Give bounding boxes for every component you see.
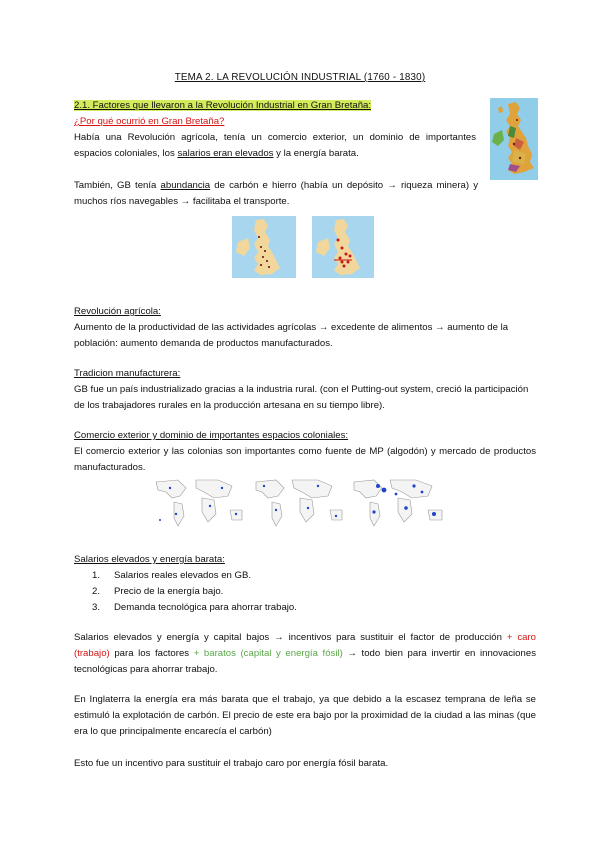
list-number: 3. <box>92 602 101 613</box>
paragraph-energia: En Inglaterra la energía era más barata que el trabajo, ya que debido a la escasez temprana de leña se estimuló la explotación de carbón. El precio de este era bajo por la proximidad de la ciudad a las minas (que era lo que principalmente encarecía el carbón) <box>74 694 536 737</box>
salarios-list <box>92 568 297 616</box>
paragraph-text: También, GB tenía <box>74 180 161 191</box>
uk-political-map-image <box>490 98 538 180</box>
paragraph-text: Había una Revolución agrícola, tenía un comercio exterior, un dominio de importantes espacios coloniales, los <box>74 132 476 159</box>
section-heading-text: 2.1. Factores que llevaron a la Revolución Industrial en Gran Bretaña: <box>74 100 372 111</box>
heading-comercio: Comercio exterior y dominio de importantes espacios coloniales: <box>74 430 349 441</box>
uk-coal-map-graphic <box>232 216 296 278</box>
paragraph-text: Salarios elevados y energía y capital bajos → incentivos para sustituir el factor de producción <box>74 632 507 643</box>
list-number: 1. <box>92 570 101 581</box>
list-item <box>92 568 297 584</box>
paragraph-conclusion: Esto fue un incentivo para sustituir el trabajo caro por energía fósil barata. <box>74 758 389 769</box>
heading-revolucion-agricola: Revolución agrícola: <box>74 306 161 317</box>
paragraph-comercio: El comercio exterior y las colonias son importantes como fuente de MP (algodón) y mercado de productos manufacturados. <box>74 446 536 473</box>
list-item <box>92 600 297 616</box>
paragraph-resources <box>74 178 478 210</box>
section-heading <box>74 98 371 114</box>
paragraph-text: y la energía barata. <box>273 148 359 159</box>
world-colonies-maps-image <box>152 474 450 530</box>
uk-coal-map-image <box>232 216 296 278</box>
paragraph-revolucion-agricola: Aumento de la productividad de las actividades agrícolas → excedente de alimentos → aumento de la población: aumento demanda de productos manufacturados. <box>74 322 509 349</box>
underlined-text: abundancia <box>160 180 211 191</box>
list-text: Precio de la energía bajo. <box>114 586 224 597</box>
uk-iron-map-image <box>312 216 374 278</box>
list-item <box>92 584 297 600</box>
paragraph-text: para los factores <box>109 648 194 659</box>
uk-map-graphic <box>490 98 538 180</box>
section-question: ¿Por qué ocurrió en Gran Bretaña? <box>74 116 225 127</box>
list-text: Demanda tecnológica para ahorrar trabajo. <box>114 602 297 613</box>
world-maps-graphic <box>152 474 450 530</box>
paragraph-text: de carbón e hierro (había un depósito → riqueza minera) y muchos ríos navegables → facilitaba el transporte. <box>74 180 478 207</box>
heading-tradicion: Tradicion manufacturera: <box>74 368 181 379</box>
list-number: 2. <box>92 586 101 597</box>
paragraph-text: → todo bien para invertir en innovaciones tecnológicas para ahorrar trabajo. <box>74 648 536 675</box>
underlined-text: salarios eran elevados <box>177 148 274 159</box>
highlight-red-text: + caro (trabajo) <box>74 632 537 659</box>
paragraph-incentivos <box>74 630 536 678</box>
heading-salarios: Salarios elevados y energía barata: <box>74 554 225 565</box>
list-text: Salarios reales elevados en GB. <box>114 570 252 581</box>
paragraph-tradicion: GB fue un país industrializado gracias a la industria rural. (con el Putting-out system, creció la participación de los trabajadores rurales en la producción artesana en su tiempo libre). <box>74 384 529 411</box>
highlight-green-text: + baratos (capital y energía fósil) <box>193 648 343 659</box>
uk-iron-map-graphic <box>312 216 374 278</box>
page-title: TEMA 2. LA REVOLUCIÓN INDUSTRIAL (1760 - 1830) <box>174 72 426 83</box>
paragraph-factors <box>74 130 476 162</box>
